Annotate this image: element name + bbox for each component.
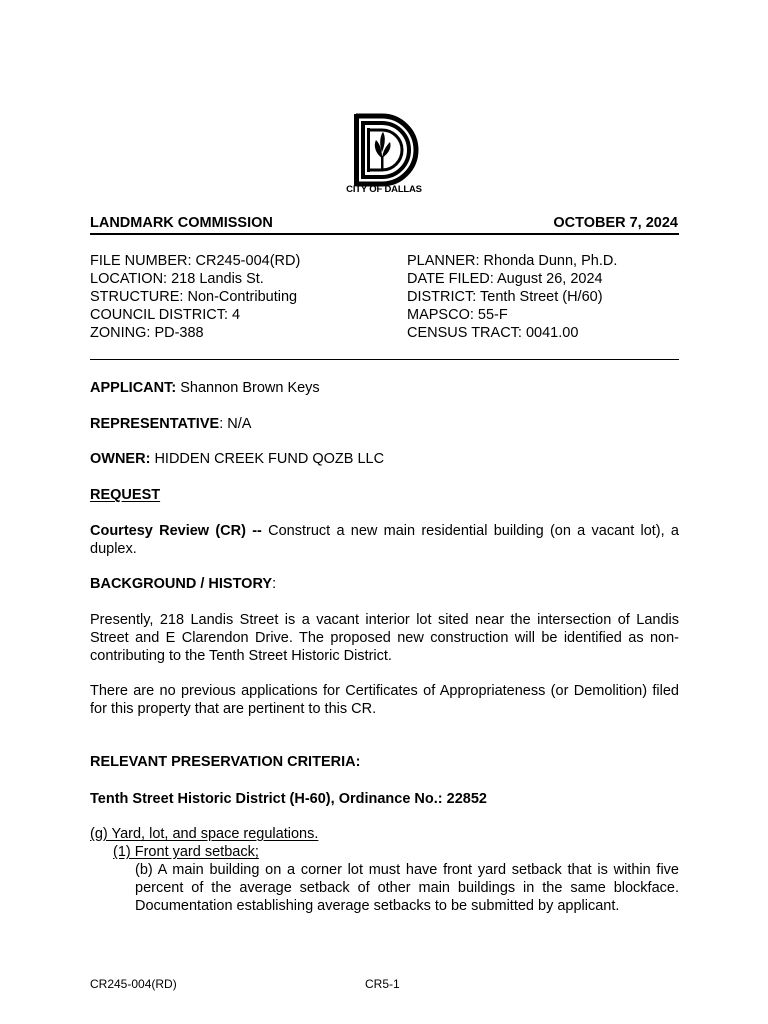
council-district: COUNCIL DISTRICT: 4: [90, 307, 241, 323]
file-number: FILE NUMBER: CR245-004(RD): [90, 253, 301, 269]
location: LOCATION: 218 Landis St.: [90, 271, 264, 287]
census-tract: CENSUS TRACT: 0041.00: [407, 325, 579, 341]
subsection-1: (1) Front yard setback;: [113, 844, 259, 860]
applicant-label: APPLICANT:: [90, 380, 177, 396]
request-body: Construct a new main residential building (on a vacant lot), a duplex.: [90, 523, 679, 557]
owner-label: OWNER:: [90, 451, 151, 467]
request-heading: REQUEST: [90, 487, 161, 503]
applicant-value: Shannon Brown Keys: [176, 380, 320, 396]
request-text: [90, 522, 679, 558]
owner-value: HIDDEN CREEK FUND QOZB LLC: [150, 451, 385, 467]
criteria-heading: RELEVANT PRESERVATION CRITERIA:: [90, 754, 361, 770]
footer-file-number: CR245-004(RD): [90, 977, 177, 991]
background-heading-label: BACKGROUND / HISTORY: [90, 576, 273, 592]
representative-value: : N/A: [219, 416, 252, 432]
background-heading-colon: :: [272, 576, 277, 592]
header-rule: [90, 233, 679, 235]
representative-label: REPRESENTATIVE: [90, 416, 220, 432]
applicant: [90, 379, 320, 397]
date-filed: DATE FILED: August 26, 2024: [407, 271, 603, 287]
commission-title: LANDMARK COMMISSION: [90, 215, 273, 231]
background-paragraph-1: Presently, 218 Landis Street is a vacant interior lot sited near the intersection of Landis Street and E Clarendon Drive. The proposed new construction will be identified as non-contributing to the Tenth Street Historic District.: [90, 612, 679, 664]
info-right: [407, 252, 617, 342]
background-paragraph-2: There are no previous applications for Certificates of Appropriateness (or Demolition) filed for this property that are pertinent to this CR.: [90, 683, 679, 717]
background-heading: [90, 575, 276, 593]
logo-text: CITY OF DALLAS: [346, 184, 422, 195]
structure: STRUCTURE: Non-Contributing: [90, 289, 298, 305]
section-g: (g) Yard, lot, and space regulations.: [90, 826, 319, 842]
meeting-date: OCTOBER 7, 2024: [553, 215, 678, 231]
request-label: Courtesy Review (CR) --: [90, 523, 262, 539]
owner: [90, 450, 384, 468]
subsection-b: (b) A main building on a corner lot must have front yard setback that is within five percent of the average setback of other main buildings in the same blockface. Documentation establishing average setbacks to be submitted by applicant.: [135, 862, 679, 914]
info-left: [90, 252, 300, 342]
district: DISTRICT: Tenth Street (H/60): [407, 289, 603, 305]
zoning: ZONING: PD-388: [90, 325, 204, 341]
footer-page-number: CR5-1: [365, 977, 400, 991]
info-rule: [90, 359, 679, 360]
planner: PLANNER: Rhonda Dunn, Ph.D.: [407, 253, 618, 269]
ordinance-title: Tenth Street Historic District (H-60), Ordinance No.: 22852: [90, 791, 487, 807]
mapsco: MAPSCO: 55-F: [407, 307, 508, 323]
representative: [90, 415, 251, 433]
